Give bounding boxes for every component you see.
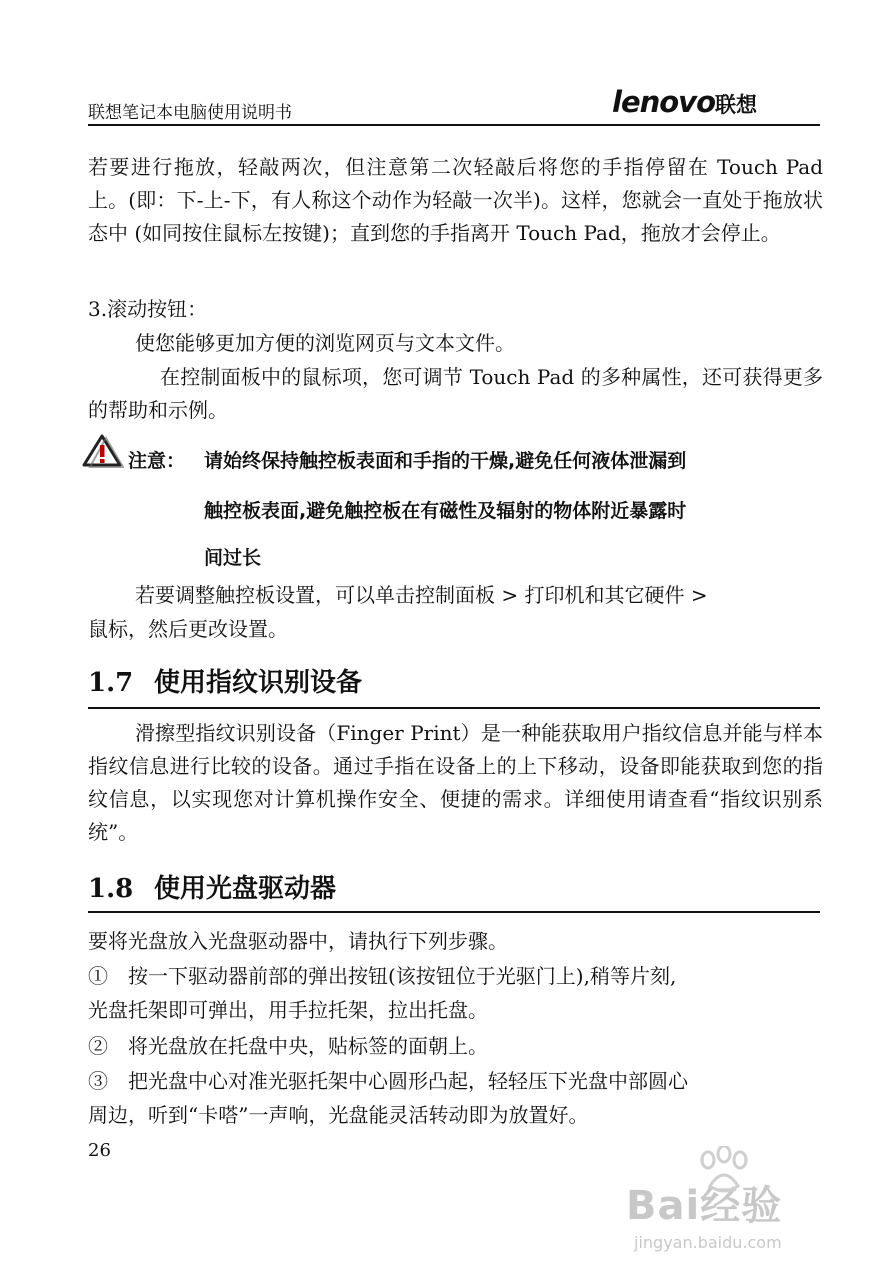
warning-line-3: 间过长	[204, 547, 262, 569]
section-1-8-heading	[88, 876, 336, 902]
cd-intro: 要将光盘放入光盘驱动器中，请执行下列步骤。	[88, 929, 508, 953]
section-1-7-title: 使用指纹识别设备	[154, 668, 363, 698]
section-1-8-title: 使用光盘驱动器	[154, 874, 337, 904]
header-rule	[88, 124, 820, 126]
warning-line-1: 请始终保持触控板表面和手指的干燥,避免任何液体泄漏到	[204, 450, 687, 472]
header-title: 联想笔记本电脑使用说明书	[88, 103, 292, 123]
page-number: 26	[88, 1140, 111, 1161]
drag-paragraph: 若要进行拖放，轻敲两次，但注意第二次轻敲后将您的手指停留在 Touch Pad 上。(即：下-上-下，有人称这个动作为轻敲一次半)。这样，您就会一直处于拖放状态中 (如同按住鼠标左按键)；直到您的手指离开 Touch Pad，拖放才会停止。	[88, 155, 823, 245]
cd-step-3-line-2: 周边，听到“卡嗒”一声响，光盘能灵活转动即为放置好。	[88, 1103, 589, 1127]
settings-prefix: 若要调整触控板设置，可以单击	[135, 583, 415, 607]
cd-step-1-line-2: 光盘托架即可弹出，用手拉托架，拉出托盘。	[88, 998, 488, 1022]
scroll-button-desc: 使您能够更加方便的浏览网页与文本文件。	[135, 331, 515, 355]
lenovo-logo	[612, 85, 758, 119]
logo-cn: 联想	[715, 93, 758, 117]
settings-sep-2: >	[684, 583, 708, 607]
settings-sep-1: >	[495, 583, 525, 607]
settings-printers: 打印机和其它硬件	[524, 583, 685, 607]
warning-line-2: 触控板表面,避免触控板在有磁性及辐射的物体附近暴露时	[204, 500, 687, 522]
fingerprint-paragraph: 滑擦型指纹识别设备（Finger Print）是一种能获取用户指纹信息并能与样本指纹信息进行比较的设备。通过手指在设备上的上下移动，设备即能获取到您的指纹信息，以实现您对计算机操作安全、便捷的需求。详细使用请查看“指纹识别系统”。	[88, 721, 823, 844]
settings-mouse: 鼠标	[88, 617, 128, 641]
watermark-brand: Bai经验	[626, 1183, 783, 1229]
warning-icon	[82, 434, 124, 468]
scroll-button-title: 3.滚动按钮：	[88, 297, 208, 321]
section-1-8-number: 1.8	[88, 874, 134, 904]
baidu-watermark	[626, 1160, 782, 1252]
section-1-7-number: 1.7	[88, 668, 134, 698]
section-1-7-heading	[88, 670, 362, 696]
control-panel-paragraph: 在控制面板中的鼠标项，您可调节 Touch Pad 的多种属性，还可获得更多的帮助和示例。	[88, 365, 823, 422]
settings-line-2	[88, 613, 288, 646]
logo-word: lenovo	[612, 85, 716, 119]
warning-label: 注意：	[128, 450, 186, 472]
cd-step-2: ② 将光盘放在托盘中央，贴标签的面朝上。	[88, 1034, 488, 1058]
settings-control-panel: 控制面板	[415, 583, 495, 607]
watermark-url: jingyan.baidu.com	[634, 1233, 782, 1252]
section-1-7-rule	[88, 707, 820, 709]
settings-line-1	[135, 579, 708, 612]
section-1-8-rule	[88, 911, 820, 913]
cd-step-1-line-1: ① 按一下驱动器前部的弹出按钮(该按钮位于光驱门上),稍等片刻,	[88, 964, 677, 988]
paw-icon	[696, 1146, 752, 1200]
settings-suffix: ，然后更改设置。	[128, 617, 288, 641]
cd-step-3-line-1: ③ 把光盘中心对准光驱托架中心圆形凸起，轻轻压下光盘中部圆心	[88, 1069, 688, 1093]
